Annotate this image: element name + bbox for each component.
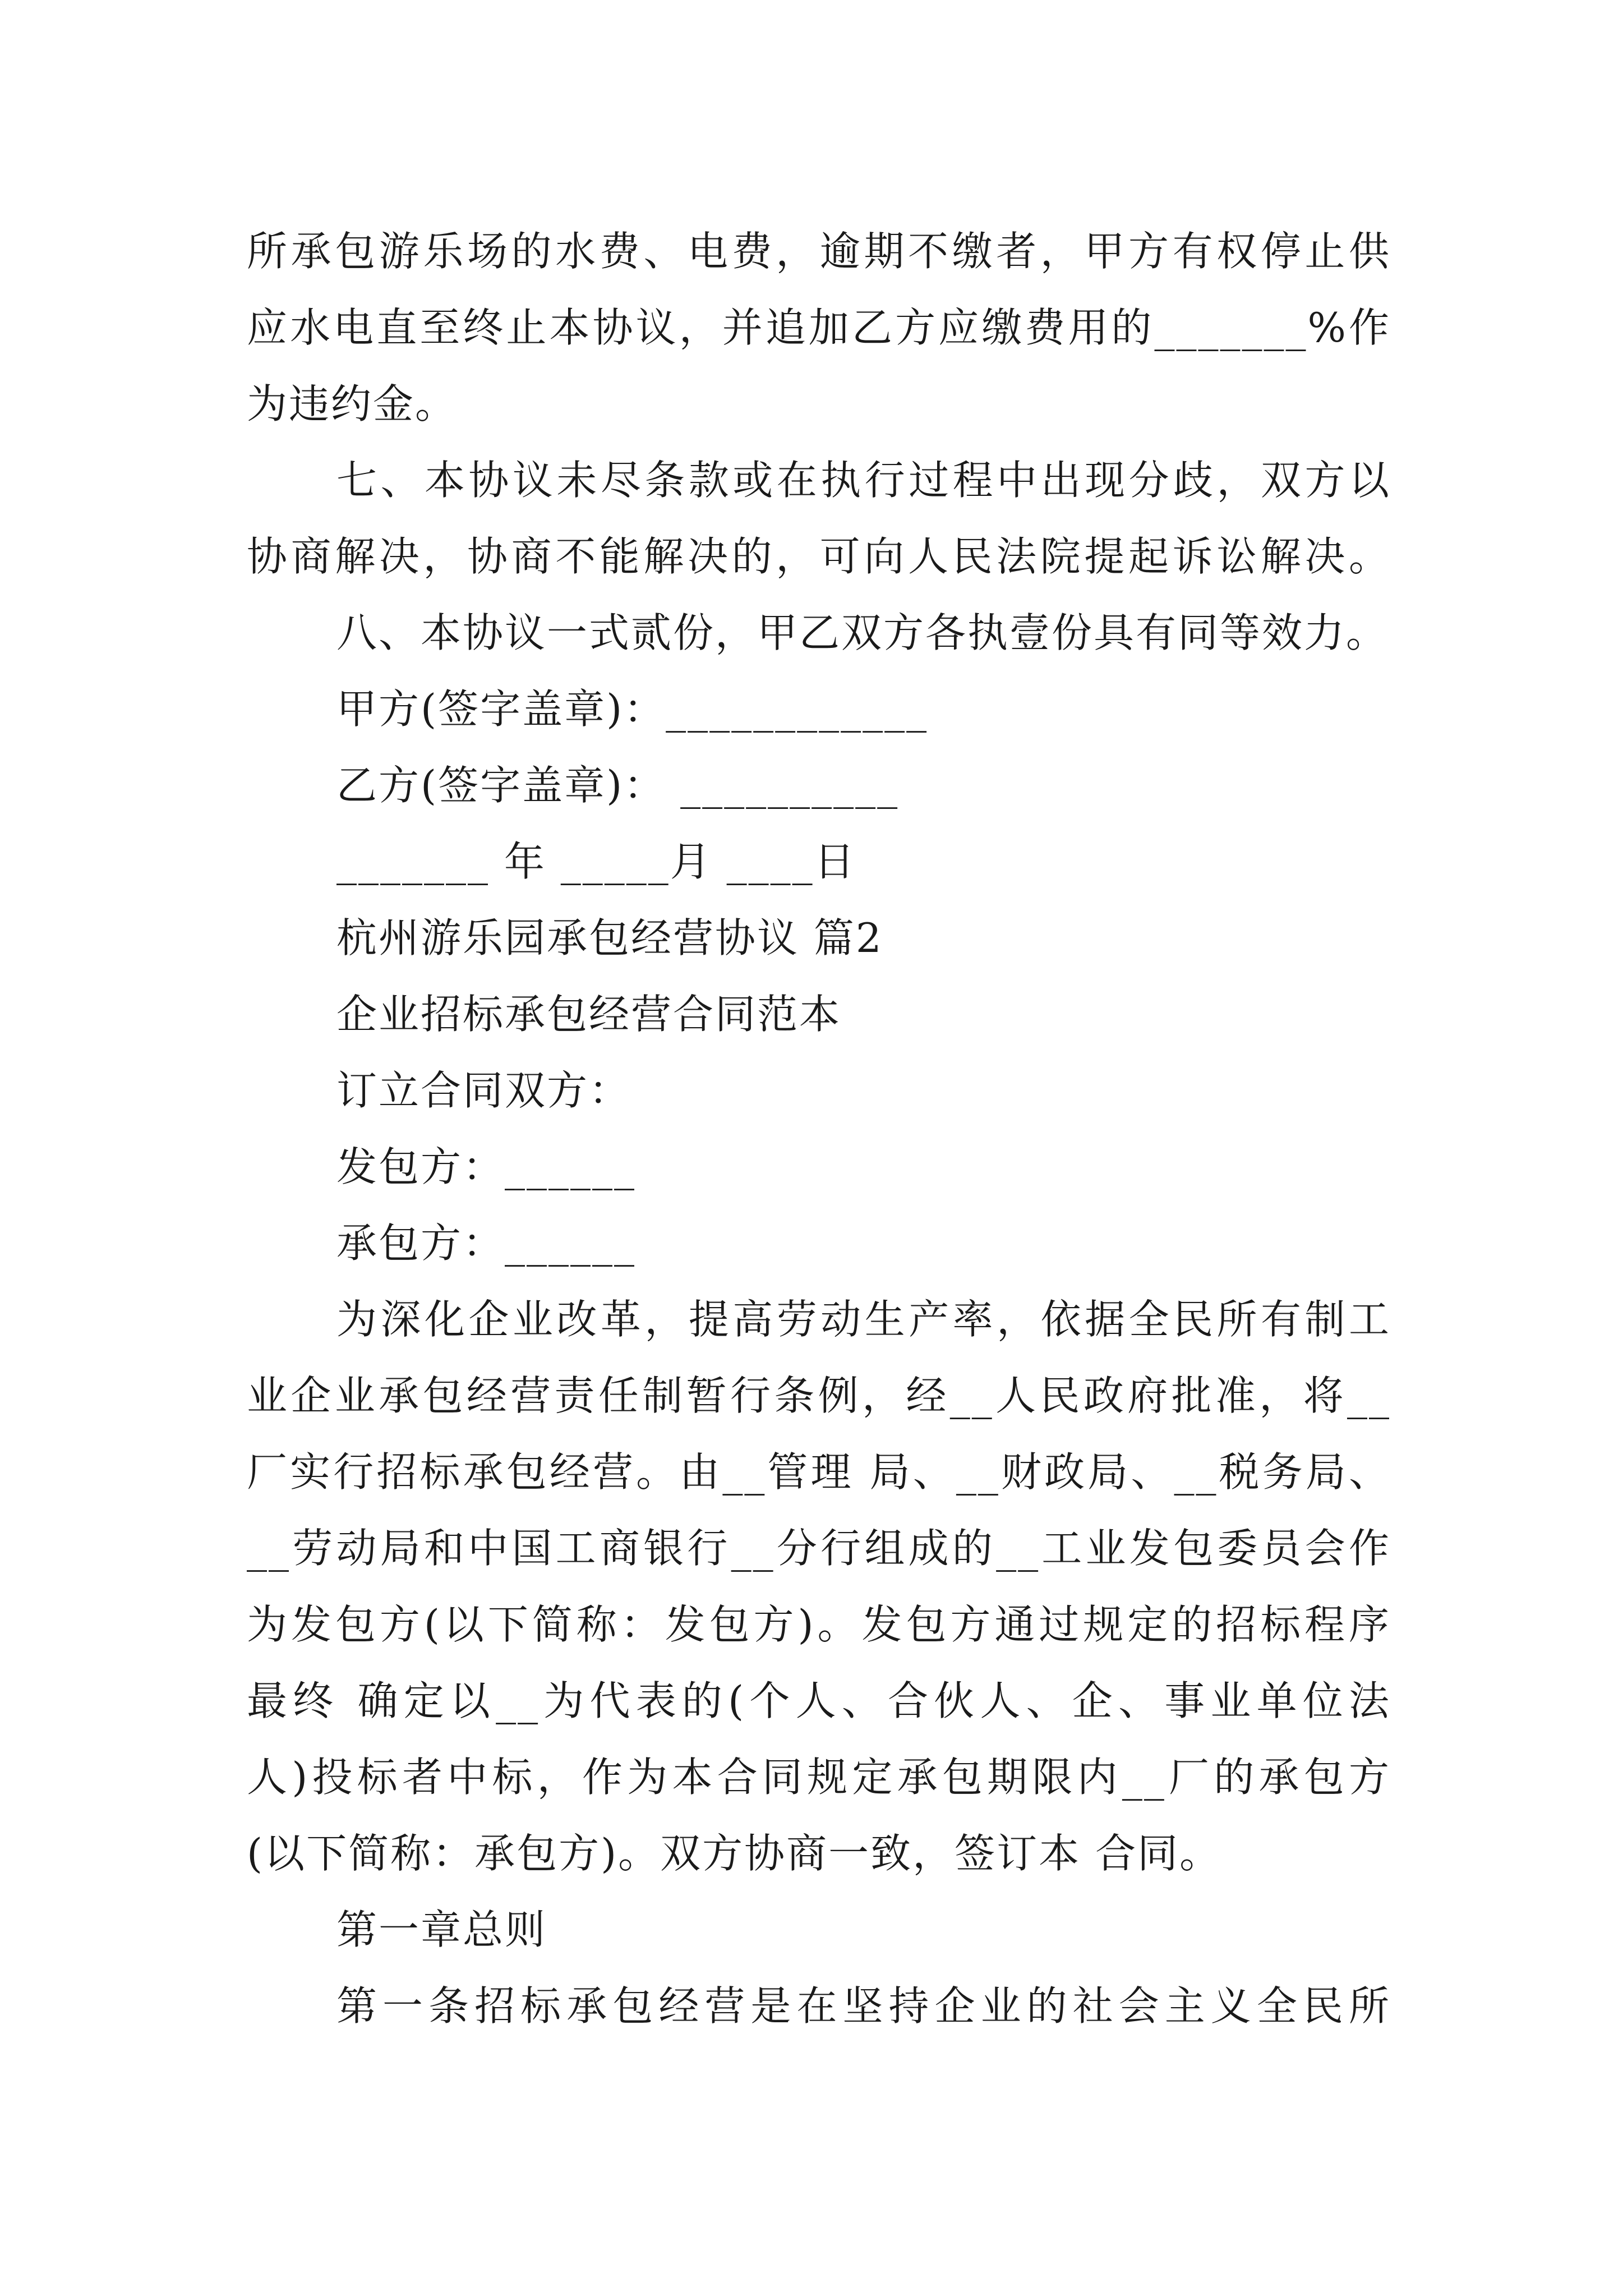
text-line: 人)投标者中标，作为本合同规定承包期限内__厂的承包方 xyxy=(247,1754,1391,1801)
text-line: (以下简称：承包方)。双方协商一致，签订本 合同。 xyxy=(247,1830,1222,1877)
contractor-line: 承包方：______ xyxy=(336,1220,637,1267)
text-line: 最终 确定以__为代表的(个人、合伙人、企、事业单位法 xyxy=(247,1677,1391,1724)
article-one: 第一条招标承包经营是在坚持企业的社会主义全民所 xyxy=(336,1982,1391,2030)
parties-label: 订立合同双方： xyxy=(336,1067,631,1114)
text-line: 协商解决，协商不能解决的，可向人民法院提起诉讼解决。 xyxy=(247,533,1391,580)
text-line: 业企业承包经营责任制暂行条例，经__人民政府批准，将__ xyxy=(247,1372,1391,1419)
document-body xyxy=(247,213,1391,2044)
date-line: _______ 年 _____月 ____日 xyxy=(336,838,856,885)
party-a-signature-line: 甲方(签字盖章)：____________ xyxy=(336,685,929,733)
section-heading: 杭州游乐园承包经营协议 篇2 xyxy=(336,914,883,961)
text-line: 所承包游乐场的水费、电费，逾期不缴者，甲方有权停止供 xyxy=(247,228,1391,275)
text-line: 为发包方(以下简称：发包方)。发包方通过规定的招标程序 xyxy=(247,1601,1391,1648)
chapter-heading: 第一章总则 xyxy=(336,1906,547,1953)
text-line: __劳动局和中国工商银行__分行组成的__工业发包委员会作 xyxy=(247,1525,1391,1572)
clause-eight: 八、本协议一式贰份，甲乙双方各执壹份具有同等效力。 xyxy=(336,609,1389,656)
text-line: 厂实行招标承包经营。由__管理 局、__财政局、__税务局、 xyxy=(247,1448,1391,1496)
text-line: 为违约金。 xyxy=(247,380,458,427)
clause-seven: 七、本协议未尽条款或在执行过程中出现分歧，双方以 xyxy=(336,457,1391,504)
text-line: 为深化企业改革，提高劳动生产率，依据全民所有制工 xyxy=(336,1296,1391,1343)
party-b-signature-line: 乙方(签字盖章)： __________ xyxy=(336,762,900,809)
text-line: 应水电直至终止本协议，并追加乙方应缴费用的_______%作 xyxy=(247,304,1391,351)
contract-title: 企业招标承包经营合同范本 xyxy=(336,991,842,1038)
contractor-issuer-line: 发包方：______ xyxy=(336,1143,637,1190)
